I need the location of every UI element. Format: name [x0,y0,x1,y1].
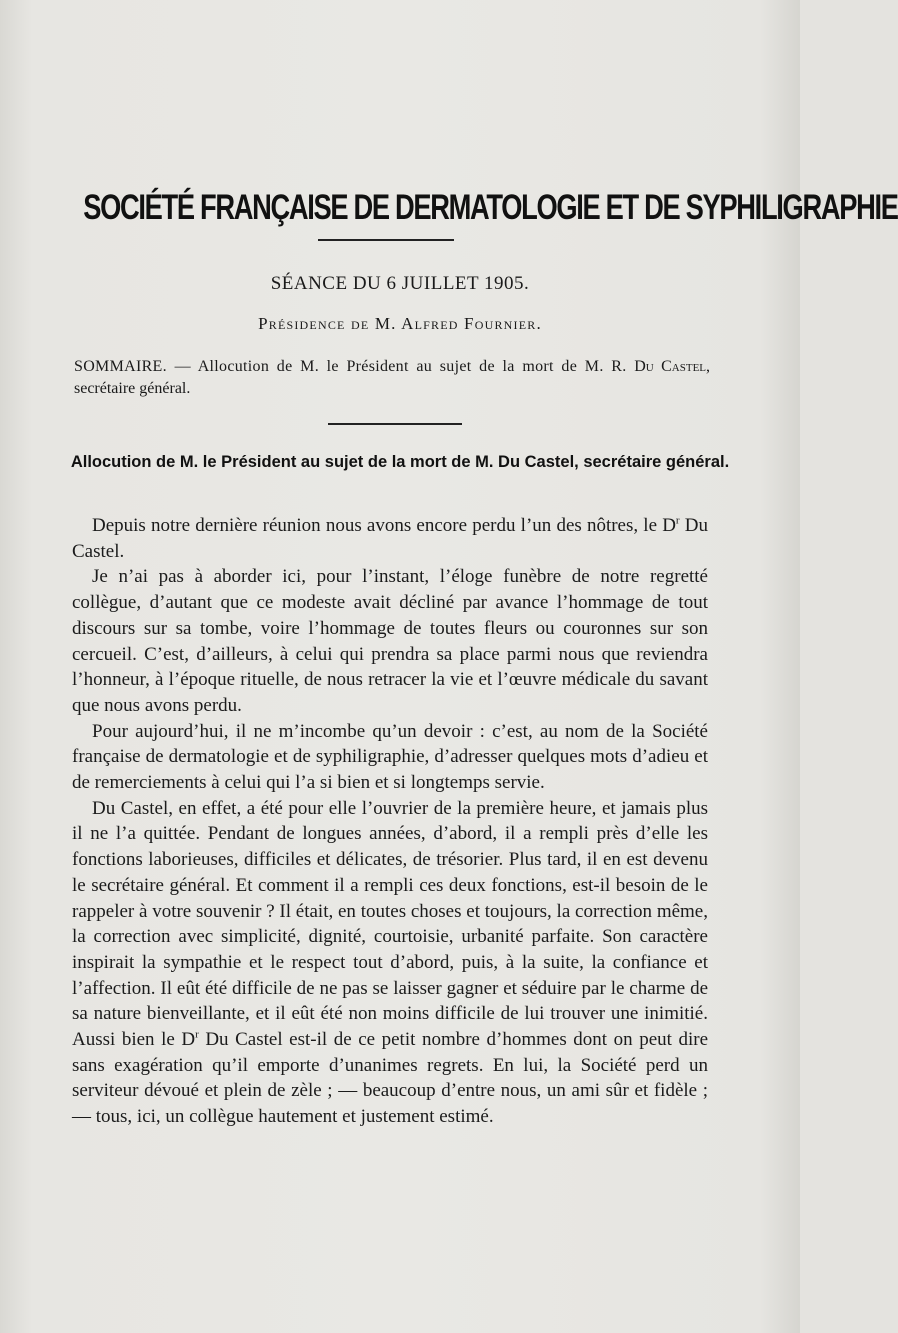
article-body [72,513,708,1130]
presidency-line: Présidence de M. Alfred Fournier. [258,314,542,333]
paragraph-1-text: Depuis notre dernière réunion nous avons encore perdu l’un des nôtres, le D [92,515,676,536]
paragraph-2: Je n’ai pas à aborder ici, pour l’instant, l’éloge funèbre de notre regretté collègue, d’autant que ce modeste avait décliné par avance l’hommage de tout discours sur sa tombe, voire l’hommage de toutes fleurs ou couronnes sur son cercueil. C’est, d’ailleurs, à celui qui prendra sa place parmi nous que reviendra l’honneur, à l’époque rituelle, de nous retracer la vie et l’œuvre médicale du savant que nous avons perdu. [72,566,708,716]
paragraph-3: Pour aujourd’hui, il ne m’incombe qu’un devoir : c’est, au nom de la Société française de dermatologie et de syphiligraphie, d’adresser quelques mots d’adieu et de remerciements à celui qui l’a si bien et si longtemps servie. [72,720,708,794]
title-divider [318,239,454,241]
society-title: SOCIÉTÉ FRANÇAISE DE DERMATOLOGIE ET DE SYPHILIGRAPHIE [83,187,898,228]
doctor-abbrev-sup: r [195,1028,199,1041]
section-heading: Allocution de M. le Président au sujet de la mort de M. Du Castel, secrétaire général. [70,453,730,471]
summary-name: Du Castel [634,358,707,375]
paragraph-4-tail: Du Castel est-il de ce petit nombre d’hommes dont on peut dire sans exagération qu’il emporte d’unanimes regrets. En lui, la Société perd un serviteur dévoué et plein de zèle ; — beaucoup d’entre nous, un ami sûr et fidèle ; — tous, ici, un collègue hautement et justement estimé. [72,1029,708,1128]
paragraph-1-tail: Du Castel. [72,515,708,562]
session-date: SÉANCE DU 6 JUILLET 1905. [270,273,530,294]
summary [74,356,710,400]
paragraph-4-text: Du Castel, en effet, a été pour elle l’ouvrier de la première heure, et jamais plus il ne l’a quittée. Pendant de longues années, d’abord, il a rempli près d’elle les fonctions laborieuses, difficiles et délicates, de trésorier. Plus tard, il en est devenu le secrétaire général. Et comment il a rempli ces deux fonctions, est-il besoin de le rappeler à votre souvenir ? Il était, en toutes choses et toujours, la correction même, la correction avec simplicité, dignité, courtoisie, urbanité parfaite. Son caractère inspirait la sympathie et le respect tout d’abord, puis, à la suite, la confiance et l’affection. Il eût été difficile de ne pas se laisser gagner et séduire par le charme de sa nature bienveillante, et il eût été non moins difficile de lui trouver une inimitié. Aussi bien le D [72,797,708,1051]
doctor-abbrev-sup: r [675,514,680,527]
summary-lead: SOMMAIRE. — Allocution de M. le Président au sujet de la mort de M. R. [74,358,635,375]
summary-tail: , secrétaire général. [74,358,711,397]
paragraph-1 [72,513,708,564]
summary-divider [328,423,462,425]
paragraph-4 [72,796,708,1130]
